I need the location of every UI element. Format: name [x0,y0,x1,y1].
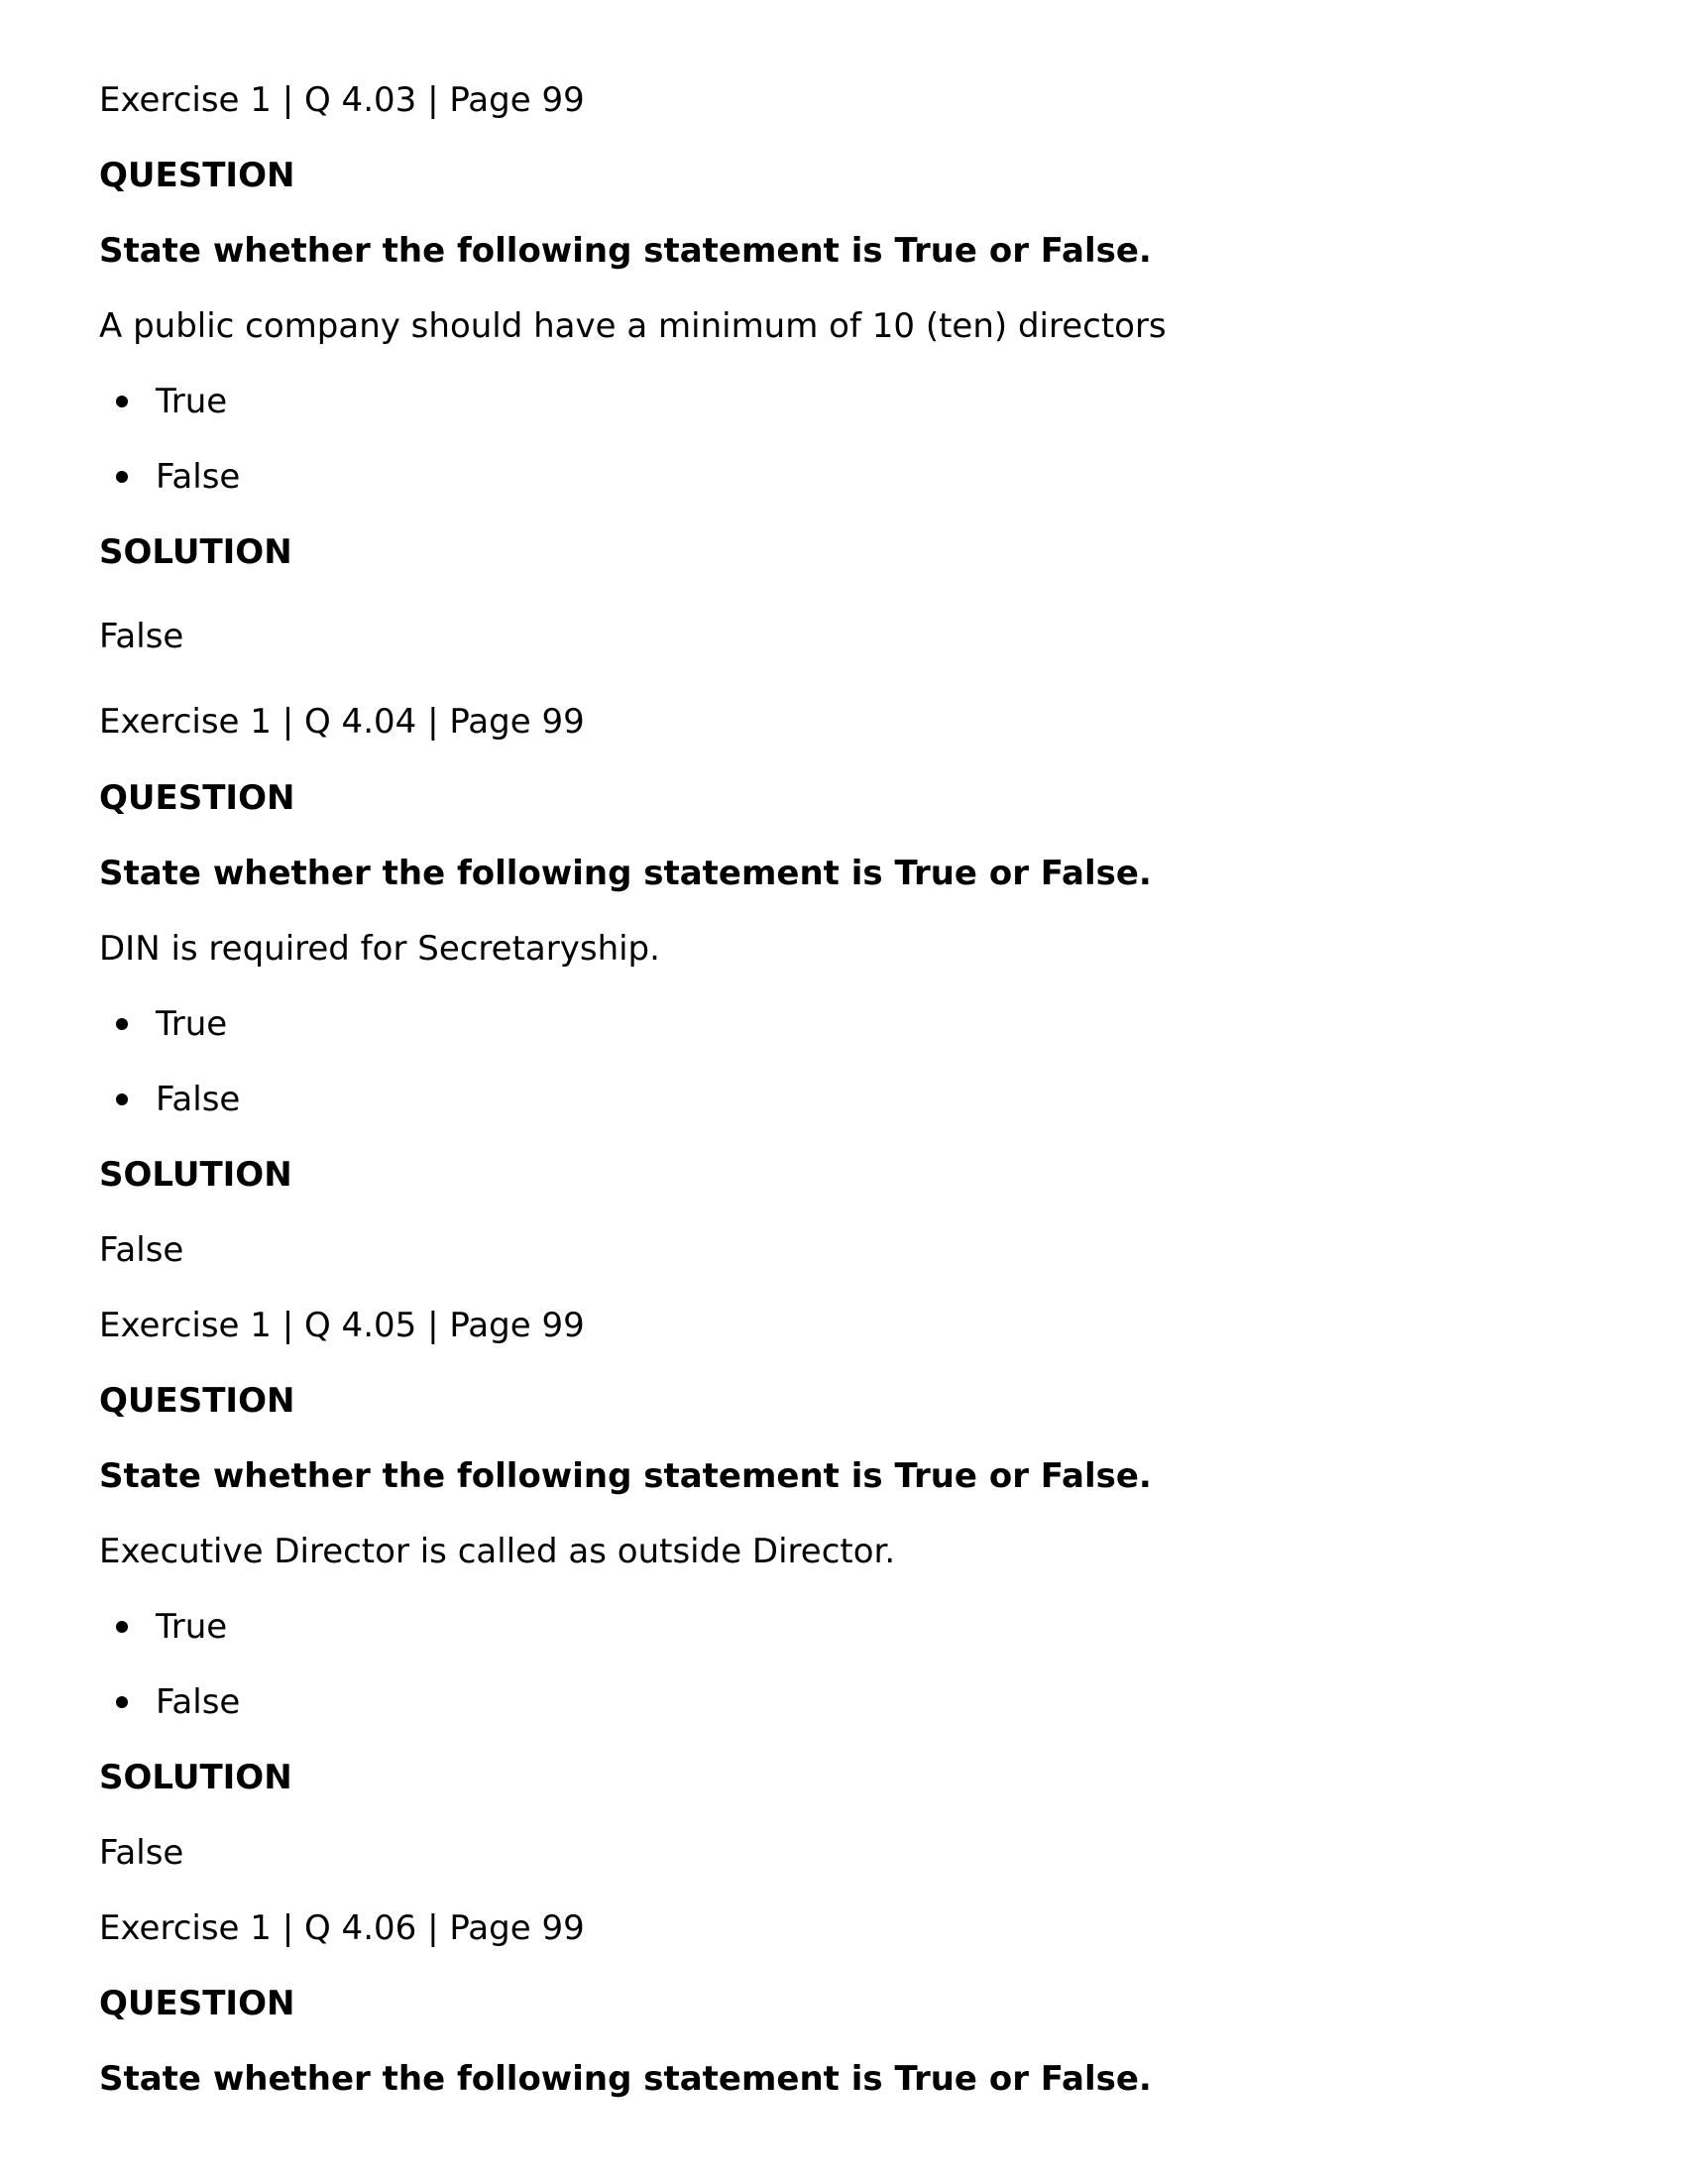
solution-answer: False [99,617,184,656]
option-label: True [156,382,228,421]
question-statement: A public company should have a minimum of 10 (ten) directors [99,306,1167,346]
solution-answer: False [99,1833,184,1873]
option-label: False [156,457,241,497]
question-reference: Exercise 1 | Q 4.06 | Page 99 [99,1908,585,1948]
option-item [156,1080,240,1119]
option-item [156,457,240,497]
solution-answer: False [99,1230,184,1270]
option-item [156,382,227,421]
question-reference: Exercise 1 | Q 4.05 | Page 99 [99,1306,585,1345]
solution-heading: SOLUTION [99,1155,292,1195]
solution-heading: SOLUTION [99,1758,292,1797]
question-heading: QUESTION [99,156,295,195]
bullet-icon [116,1018,128,1030]
bullet-icon [116,1621,128,1633]
option-item [156,1607,227,1647]
option-item [156,1004,227,1044]
bullet-icon [116,1696,128,1708]
option-label: False [156,1080,241,1119]
question-instruction: State whether the following statement is True or False. [99,2059,1152,2099]
option-label: False [156,1682,241,1722]
question-reference: Exercise 1 | Q 4.04 | Page 99 [99,702,585,742]
bullet-icon [116,396,128,407]
question-heading: QUESTION [99,1984,295,2023]
question-heading: QUESTION [99,1381,295,1421]
question-heading: QUESTION [99,778,295,818]
option-label: True [156,1004,228,1044]
solution-heading: SOLUTION [99,532,292,572]
bullet-icon [116,471,128,483]
question-statement: Executive Director is called as outside Director. [99,1532,896,1571]
question-reference: Exercise 1 | Q 4.03 | Page 99 [99,80,585,120]
bullet-icon [116,1093,128,1105]
question-instruction: State whether the following statement is True or False. [99,854,1152,893]
option-item [156,1682,240,1722]
question-statement: DIN is required for Secretaryship. [99,929,660,969]
question-instruction: State whether the following statement is True or False. [99,231,1152,271]
question-instruction: State whether the following statement is True or False. [99,1456,1152,1496]
option-label: True [156,1607,228,1647]
